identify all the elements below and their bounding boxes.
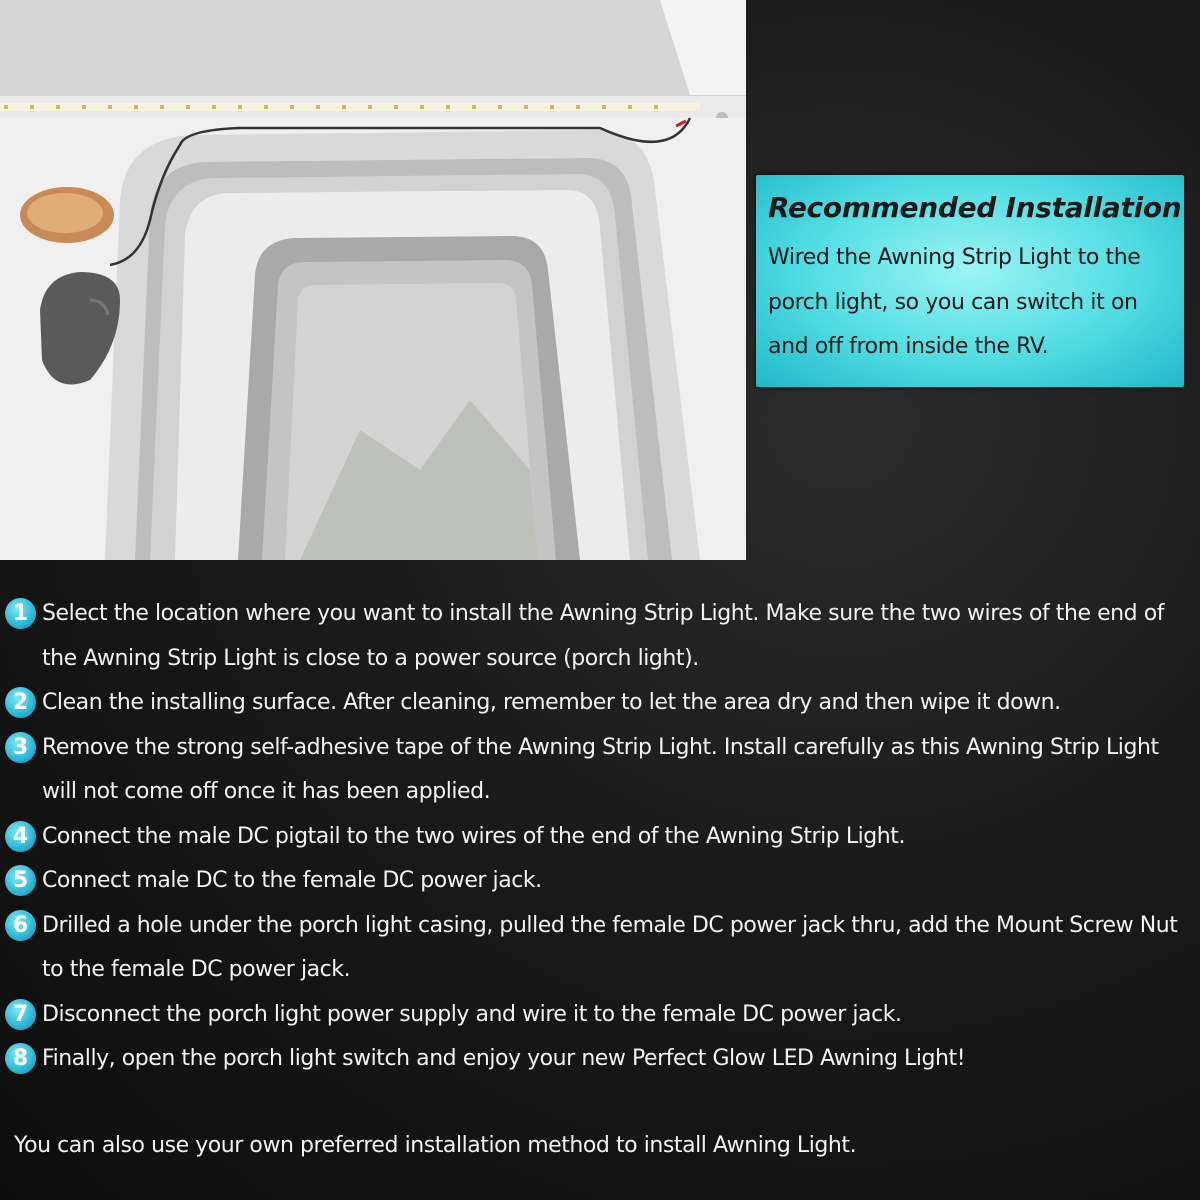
installation-photo bbox=[0, 0, 746, 560]
step-item bbox=[0, 904, 1200, 993]
step-number-badge: 7 bbox=[5, 999, 36, 1030]
installation-steps bbox=[0, 592, 1200, 1082]
step-number-badge: 6 bbox=[5, 910, 36, 941]
callout-body: Wired the Awning Strip Light to the porch light, so you can switch it on and off from inside the RV. bbox=[768, 245, 1141, 359]
footer-note: You can also use your own preferred installation method to install Awning Light. bbox=[14, 1133, 857, 1158]
step-text: Remove the strong self-adhesive tape of the Awning Strip Light. Install carefully as this Awning Strip Light will not come off once it has been applied. bbox=[42, 734, 1159, 804]
step-number-badge: 1 bbox=[5, 598, 36, 629]
callout-title: Recommended Installation bbox=[768, 191, 1182, 224]
step-text: Connect the male DC pigtail to the two wires of the end of the Awning Strip Light. bbox=[42, 823, 906, 849]
step-number-badge: 8 bbox=[5, 1043, 36, 1074]
step-item bbox=[0, 815, 1200, 860]
step-number-badge: 5 bbox=[5, 865, 36, 896]
step-item bbox=[0, 993, 1200, 1038]
step-item bbox=[0, 859, 1200, 904]
step-item bbox=[0, 726, 1200, 815]
step-text: Clean the installing surface. After cleaning, remember to let the area dry and then wipe it down. bbox=[42, 690, 1061, 715]
step-number-badge: 3 bbox=[5, 732, 36, 763]
step-number-badge: 2 bbox=[5, 687, 36, 718]
step-text: Drilled a hole under the porch light casing, pulled the female DC power jack thru, add the Mount Screw Nut to the female DC power jack. bbox=[42, 912, 1178, 982]
step-text: Disconnect the porch light power supply and wire it to the female DC power jack. bbox=[42, 1001, 902, 1027]
step-item bbox=[0, 592, 1200, 681]
step-text: Connect male DC to the female DC power jack. bbox=[42, 868, 542, 893]
step-text: Finally, open the porch light switch and enjoy your new Perfect Glow LED Awning Light! bbox=[42, 1046, 966, 1071]
step-text: Select the location where you want to install the Awning Strip Light. Make sure the two wires of the end of the Awning Strip Light is close to a power source (porch light). bbox=[42, 601, 1165, 671]
step-item bbox=[0, 1037, 1200, 1082]
recommended-installation-callout bbox=[756, 175, 1184, 387]
step-item bbox=[0, 681, 1200, 726]
step-number-badge: 4 bbox=[5, 821, 36, 852]
